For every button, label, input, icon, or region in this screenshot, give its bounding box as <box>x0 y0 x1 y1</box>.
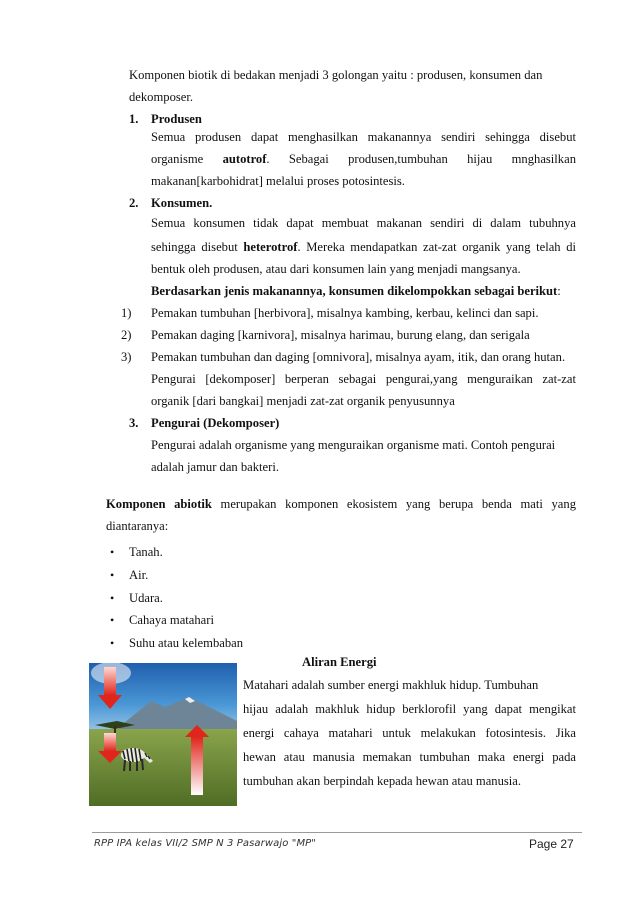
term-heterotrof: heterotrof <box>243 240 298 254</box>
konsumen-group-heading <box>151 282 561 300</box>
aliran-line-3: energi cahaya matahari untuk melakukan fotosintesis. Jika <box>243 726 576 740</box>
konsumen-heading: Konsumen. <box>151 196 213 210</box>
pengurai-line-1: Pengurai adalah organisme yang menguraikan organisme mati. Contoh pengurai <box>151 438 556 452</box>
abiotik-item-3: Udara. <box>129 591 163 605</box>
konsumen-item-1-number: 1) <box>121 306 132 320</box>
pengurai-note-line-1: Pengurai [dekomposer] berperan sebagai pengurai,yang menguraikan zat-zat <box>151 372 576 386</box>
pengurai-heading: Pengurai (Dekomposer) <box>151 416 280 430</box>
bullet-icon: • <box>110 591 115 605</box>
konsumen-line-1: Semua konsumen tidak dapat membuat makanan sendiri di dalam tubuhnya <box>151 216 576 230</box>
aliran-line-4: hewan atau manusia memakan tumbuhan maka energi pada <box>243 750 576 764</box>
abiotik-line-2: diantaranya: <box>106 519 169 533</box>
konsumen-line-3: bentuk oleh produsen, atau dari konsumen lain yang menjadi mangsanya. <box>151 262 521 276</box>
konsumen-item-3: Pemakan tumbuhan dan daging [omnivora], misalnya ayam, itik, dan orang hutan. <box>151 350 566 364</box>
bullet-icon: • <box>110 568 115 582</box>
footer-rule <box>92 832 582 833</box>
pengurai-number: 3. <box>129 416 139 430</box>
konsumen-item-2: Pemakan daging [karnivora], misalnya harimau, burung elang, dan serigala <box>151 328 530 342</box>
produsen-line-3: makanan[karbohidrat] melalui proses potosintesis. <box>151 174 405 188</box>
aliran-energi-heading: Aliran Energi <box>302 655 377 669</box>
konsumen-line-2-rest: . Mereka mendapatkan zat-zat organik yang telah di <box>297 240 577 254</box>
produsen-number: 1. <box>129 112 139 126</box>
footer-course-label: RPP IPA kelas VII/2 SMP N 3 Pasarwajo "MP" <box>94 838 317 849</box>
aliran-line-5: tumbuhan akan berpindah kepada hewan atau manusia. <box>243 774 522 788</box>
konsumen-disebut: sehingga disebut <box>151 240 238 254</box>
abiotik-item-1: Tanah. <box>129 545 163 559</box>
page-number: Page 27 <box>529 837 574 851</box>
bullet-icon: • <box>110 613 115 627</box>
konsumen-line-2 <box>151 238 576 256</box>
pengurai-line-2: adalah jamur dan bakteri. <box>151 460 279 474</box>
konsumen-group-heading-text: Berdasarkan jenis makanannya, konsumen dikelompokkan sebagai berikut <box>151 284 558 298</box>
aliran-line-1: Matahari adalah sumber energi makhluk hidup. Tumbuhan <box>243 678 539 692</box>
abiotik-line-1-rest: merupakan komponen ekosistem yang berupa benda mati yang <box>211 497 576 511</box>
term-autotrof: autotrof <box>222 152 267 166</box>
produsen-heading: Produsen <box>151 112 202 126</box>
biotik-intro-line-1: Komponen biotik di bedakan menjadi 3 golongan yaitu : produsen, konsumen dan <box>129 68 543 82</box>
abiotik-item-5: Suhu atau kelembaban <box>129 636 244 650</box>
produsen-organisme: organisme <box>151 152 204 166</box>
produsen-line-2-rest: . Sebagai produsen,tumbuhan hijau mnghasilkan <box>266 152 576 166</box>
abiotik-item-4: Cahaya matahari <box>129 613 214 627</box>
konsumen-group-colon: : <box>557 284 561 298</box>
bullet-icon: • <box>110 636 115 650</box>
produsen-line-1: Semua produsen dapat menghasilkan makanannya sendiri sehingga disebut <box>151 130 576 144</box>
konsumen-item-2-number: 2) <box>121 328 132 342</box>
aliran-line-2: hijau adalah makhluk hidup berklorofil yang dapat mengikat <box>243 702 576 716</box>
produsen-line-2 <box>151 150 576 168</box>
abiotik-item-2: Air. <box>129 568 149 582</box>
abiotik-line-1 <box>106 495 576 513</box>
abiotik-term: Komponen abiotik <box>106 497 212 511</box>
konsumen-number: 2. <box>129 196 139 210</box>
bullet-icon: • <box>110 545 115 559</box>
pengurai-note-line-2: organik [dari bangkai] menjadi zat-zat organik penyusunnya <box>151 394 455 408</box>
konsumen-item-3-number: 3) <box>121 350 132 364</box>
energy-flow-illustration <box>89 663 237 806</box>
konsumen-item-1: Pemakan tumbuhan [herbivora], misalnya kambing, kerbau, kelinci dan sapi. <box>151 306 539 320</box>
biotik-intro-line-2: dekomposer. <box>129 90 194 104</box>
